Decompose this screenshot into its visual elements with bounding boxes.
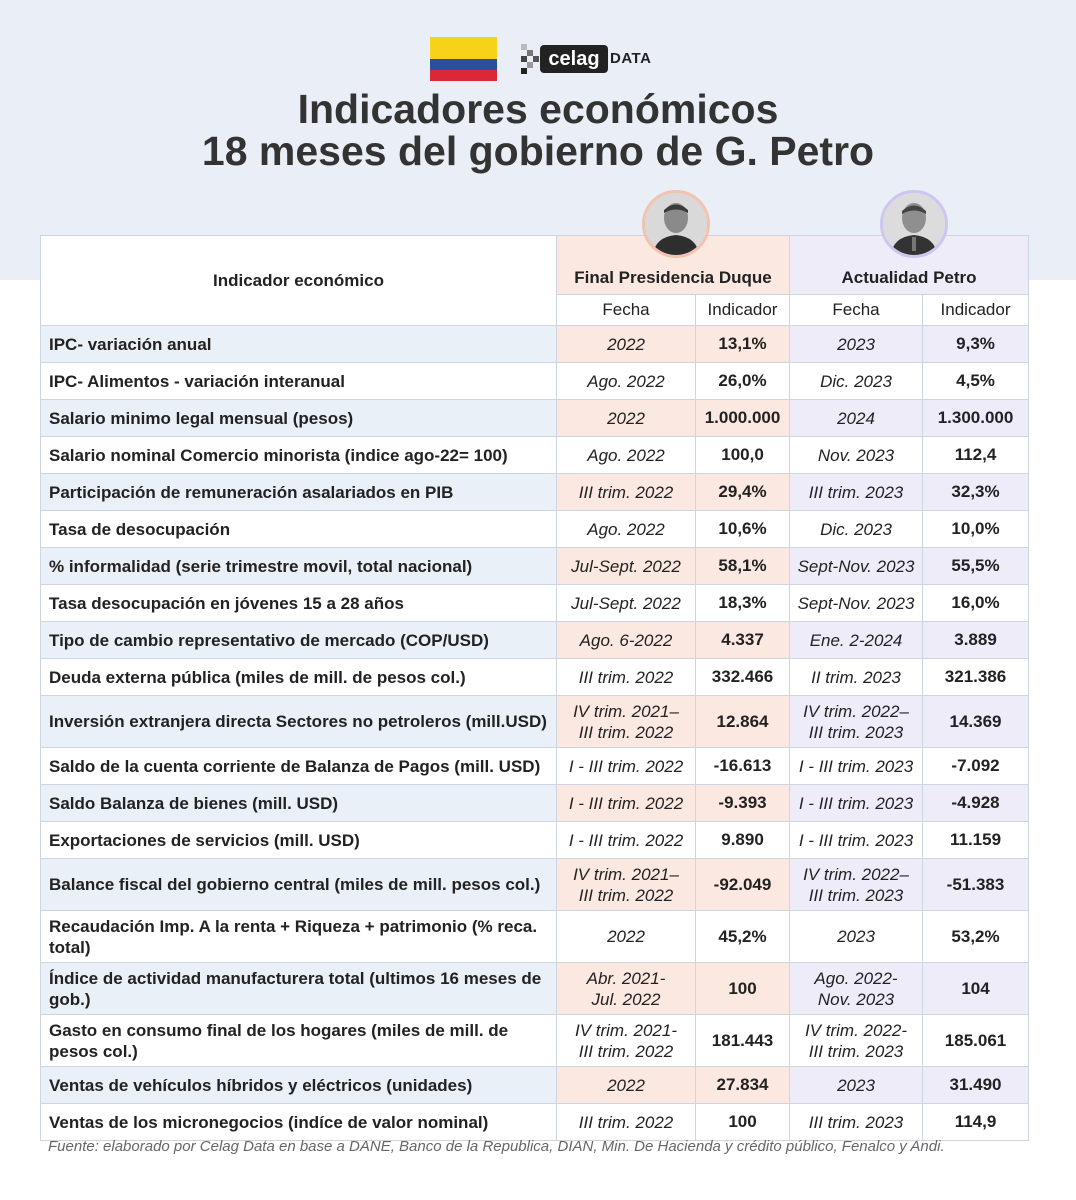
duque-value-cell: 332.466 [696,659,790,696]
petro-date-cell: Ago. 2022- Nov. 2023 [790,963,923,1015]
colombia-flag-icon [430,37,497,81]
table-row [41,363,1029,400]
petro-value-cell: 11.159 [923,822,1029,859]
indicator-name: Gasto en consumo final de los hogares (miles de mill. de pesos col.) [41,1015,557,1067]
indicator-name: % informalidad (serie trimestre movil, total nacional) [41,548,557,585]
petro-portrait [880,190,948,258]
table-row [41,696,1029,748]
indicator-name: IPC- variación anual [41,326,557,363]
table-row [41,785,1029,822]
duque-portrait [642,190,710,258]
indicator-name: Tasa de desocupación [41,511,557,548]
indicator-name: Salario minimo legal mensual (pesos) [41,400,557,437]
indicator-name: IPC- Alimentos - variación interanual [41,363,557,400]
duque-value-cell: -9.393 [696,785,790,822]
duque-date-cell: IV trim. 2021– III trim. 2022 [557,859,696,911]
petro-value-cell: 3.889 [923,622,1029,659]
indicator-name: Participación de remuneración asalariados en PIB [41,474,557,511]
indicator-name: Ventas de vehículos híbridos y eléctricos (unidades) [41,1067,557,1104]
petro-date-header: Fecha [790,295,923,326]
petro-value-cell: 16,0% [923,585,1029,622]
duque-value-cell: 9.890 [696,822,790,859]
table-row [41,963,1029,1015]
indicator-name: Salario nominal Comercio minorista (indice ago-22= 100) [41,437,557,474]
petro-value-header: Indicador [923,295,1029,326]
table-row [41,326,1029,363]
duque-date-cell: Ago. 6-2022 [557,622,696,659]
table-row [41,748,1029,785]
table-row [41,400,1029,437]
duque-value-cell: 27.834 [696,1067,790,1104]
duque-value-cell: 100 [696,963,790,1015]
duque-date-cell: Jul-Sept. 2022 [557,548,696,585]
petro-date-cell: Dic. 2023 [790,363,923,400]
petro-date-cell: Nov. 2023 [790,437,923,474]
indicator-name: Saldo de la cuenta corriente de Balanza de Pagos (mill. USD) [41,748,557,785]
petro-value-cell: 53,2% [923,911,1029,963]
petro-date-cell: IV trim. 2022– III trim. 2023 [790,859,923,911]
table-row [41,1015,1029,1067]
indicator-name: Deuda externa pública (miles de mill. de pesos col.) [41,659,557,696]
duque-date-cell: 2022 [557,1067,696,1104]
source-note: Fuente: elaborado por Celag Data en base a DANE, Banco de la Republica, DIAN, Min. De Hacienda y crédito público, Fenalco y Andi. [48,1138,945,1155]
duque-date-cell: 2022 [557,326,696,363]
indicator-name: Recaudación Imp. A la renta + Riqueza + patrimonio (% reca. total) [41,911,557,963]
duque-date-cell: I - III trim. 2022 [557,822,696,859]
duque-value-cell: 29,4% [696,474,790,511]
duque-date-cell: Ago. 2022 [557,363,696,400]
petro-date-cell: Sept-Nov. 2023 [790,548,923,585]
title-line-1: Indicadores económicos [297,86,779,132]
petro-date-cell: I - III trim. 2023 [790,785,923,822]
indicator-name: Balance fiscal del gobierno central (miles de mill. pesos col.) [41,859,557,911]
petro-value-cell: 10,0% [923,511,1029,548]
indicator-name: Índice de actividad manufacturera total (ultimos 16 meses de gob.) [41,963,557,1015]
petro-value-cell: 31.490 [923,1067,1029,1104]
duque-value-cell: -16.613 [696,748,790,785]
duque-value-cell: 100 [696,1104,790,1141]
table-row [41,548,1029,585]
petro-value-cell: -7.092 [923,748,1029,785]
petro-value-cell: 4,5% [923,363,1029,400]
duque-date-header: Fecha [557,295,696,326]
indicator-name: Inversión extranjera directa Sectores no petroleros (mill.USD) [41,696,557,748]
petro-date-cell: III trim. 2023 [790,474,923,511]
page-title [0,88,1076,172]
petro-value-cell: 14.369 [923,696,1029,748]
brand-logo: celag [540,45,608,73]
duque-date-cell: 2022 [557,911,696,963]
duque-value-cell: -92.049 [696,859,790,911]
petro-value-cell: -4.928 [923,785,1029,822]
petro-value-cell: -51.383 [923,859,1029,911]
duque-value-cell: 4.337 [696,622,790,659]
duque-date-cell: Ago. 2022 [557,437,696,474]
table-row [41,659,1029,696]
petro-date-cell: 2023 [790,911,923,963]
table-row [41,622,1029,659]
duque-column-header: Final Presidencia Duque [557,236,790,295]
duque-value-cell: 58,1% [696,548,790,585]
duque-date-cell: IV trim. 2021- III trim. 2022 [557,1015,696,1067]
petro-value-cell: 55,5% [923,548,1029,585]
petro-date-cell: I - III trim. 2023 [790,822,923,859]
petro-date-cell: 2023 [790,1067,923,1104]
petro-value-cell: 32,3% [923,474,1029,511]
petro-date-cell: II trim. 2023 [790,659,923,696]
logo-row [0,36,1076,82]
petro-value-cell: 9,3% [923,326,1029,363]
petro-date-cell: III trim. 2023 [790,1104,923,1141]
duque-value-cell: 13,1% [696,326,790,363]
duque-value-cell: 12.864 [696,696,790,748]
petro-date-cell: 2024 [790,400,923,437]
duque-value-cell: 18,3% [696,585,790,622]
petro-value-cell: 104 [923,963,1029,1015]
table-row [41,474,1029,511]
petro-value-cell: 1.300.000 [923,400,1029,437]
petro-date-cell: Ene. 2-2024 [790,622,923,659]
duque-date-cell: Abr. 2021- Jul. 2022 [557,963,696,1015]
table-row [41,911,1029,963]
table-row [41,1104,1029,1141]
duque-value-cell: 1.000.000 [696,400,790,437]
petro-value-cell: 114,9 [923,1104,1029,1141]
table-row [41,585,1029,622]
duque-value-cell: 181.443 [696,1015,790,1067]
petro-column-header: Actualidad Petro [790,236,1029,295]
indicator-name: Tipo de cambio representativo de mercado (COP/USD) [41,622,557,659]
duque-date-cell: III trim. 2022 [557,474,696,511]
duque-date-cell: Jul-Sept. 2022 [557,585,696,622]
table-row [41,822,1029,859]
petro-value-cell: 185.061 [923,1015,1029,1067]
table-row [41,859,1029,911]
duque-value-cell: 10,6% [696,511,790,548]
petro-value-cell: 112,4 [923,437,1029,474]
duque-date-cell: III trim. 2022 [557,1104,696,1141]
duque-date-cell: III trim. 2022 [557,659,696,696]
duque-date-cell: I - III trim. 2022 [557,748,696,785]
indicator-name: Ventas de los micronegocios (indíce de valor nominal) [41,1104,557,1141]
duque-date-cell: I - III trim. 2022 [557,785,696,822]
table-row [41,437,1029,474]
duque-value-cell: 100,0 [696,437,790,474]
petro-value-cell: 321.386 [923,659,1029,696]
indicators-table [40,235,1029,1141]
indicator-name: Saldo Balanza de bienes (mill. USD) [41,785,557,822]
duque-date-cell: IV trim. 2021– III trim. 2022 [557,696,696,748]
duque-date-cell: Ago. 2022 [557,511,696,548]
table-row [41,1067,1029,1104]
title-line-2: 18 meses del gobierno de G. Petro [201,128,875,174]
indicator-name: Tasa desocupación en jóvenes 15 a 28 años [41,585,557,622]
petro-date-cell: Sept-Nov. 2023 [790,585,923,622]
petro-date-cell: IV trim. 2022- III trim. 2023 [790,1015,923,1067]
indicator-column-header: Indicador económico [41,236,557,326]
indicator-name: Exportaciones de servicios (mill. USD) [41,822,557,859]
duque-value-header: Indicador [696,295,790,326]
petro-date-cell: 2023 [790,326,923,363]
petro-date-cell: IV trim. 2022– III trim. 2023 [790,696,923,748]
duque-value-cell: 26,0% [696,363,790,400]
petro-date-cell: Dic. 2023 [790,511,923,548]
brand-suffix: DATA [610,50,652,67]
petro-date-cell: I - III trim. 2023 [790,748,923,785]
table-row [41,511,1029,548]
duque-value-cell: 45,2% [696,911,790,963]
duque-date-cell: 2022 [557,400,696,437]
